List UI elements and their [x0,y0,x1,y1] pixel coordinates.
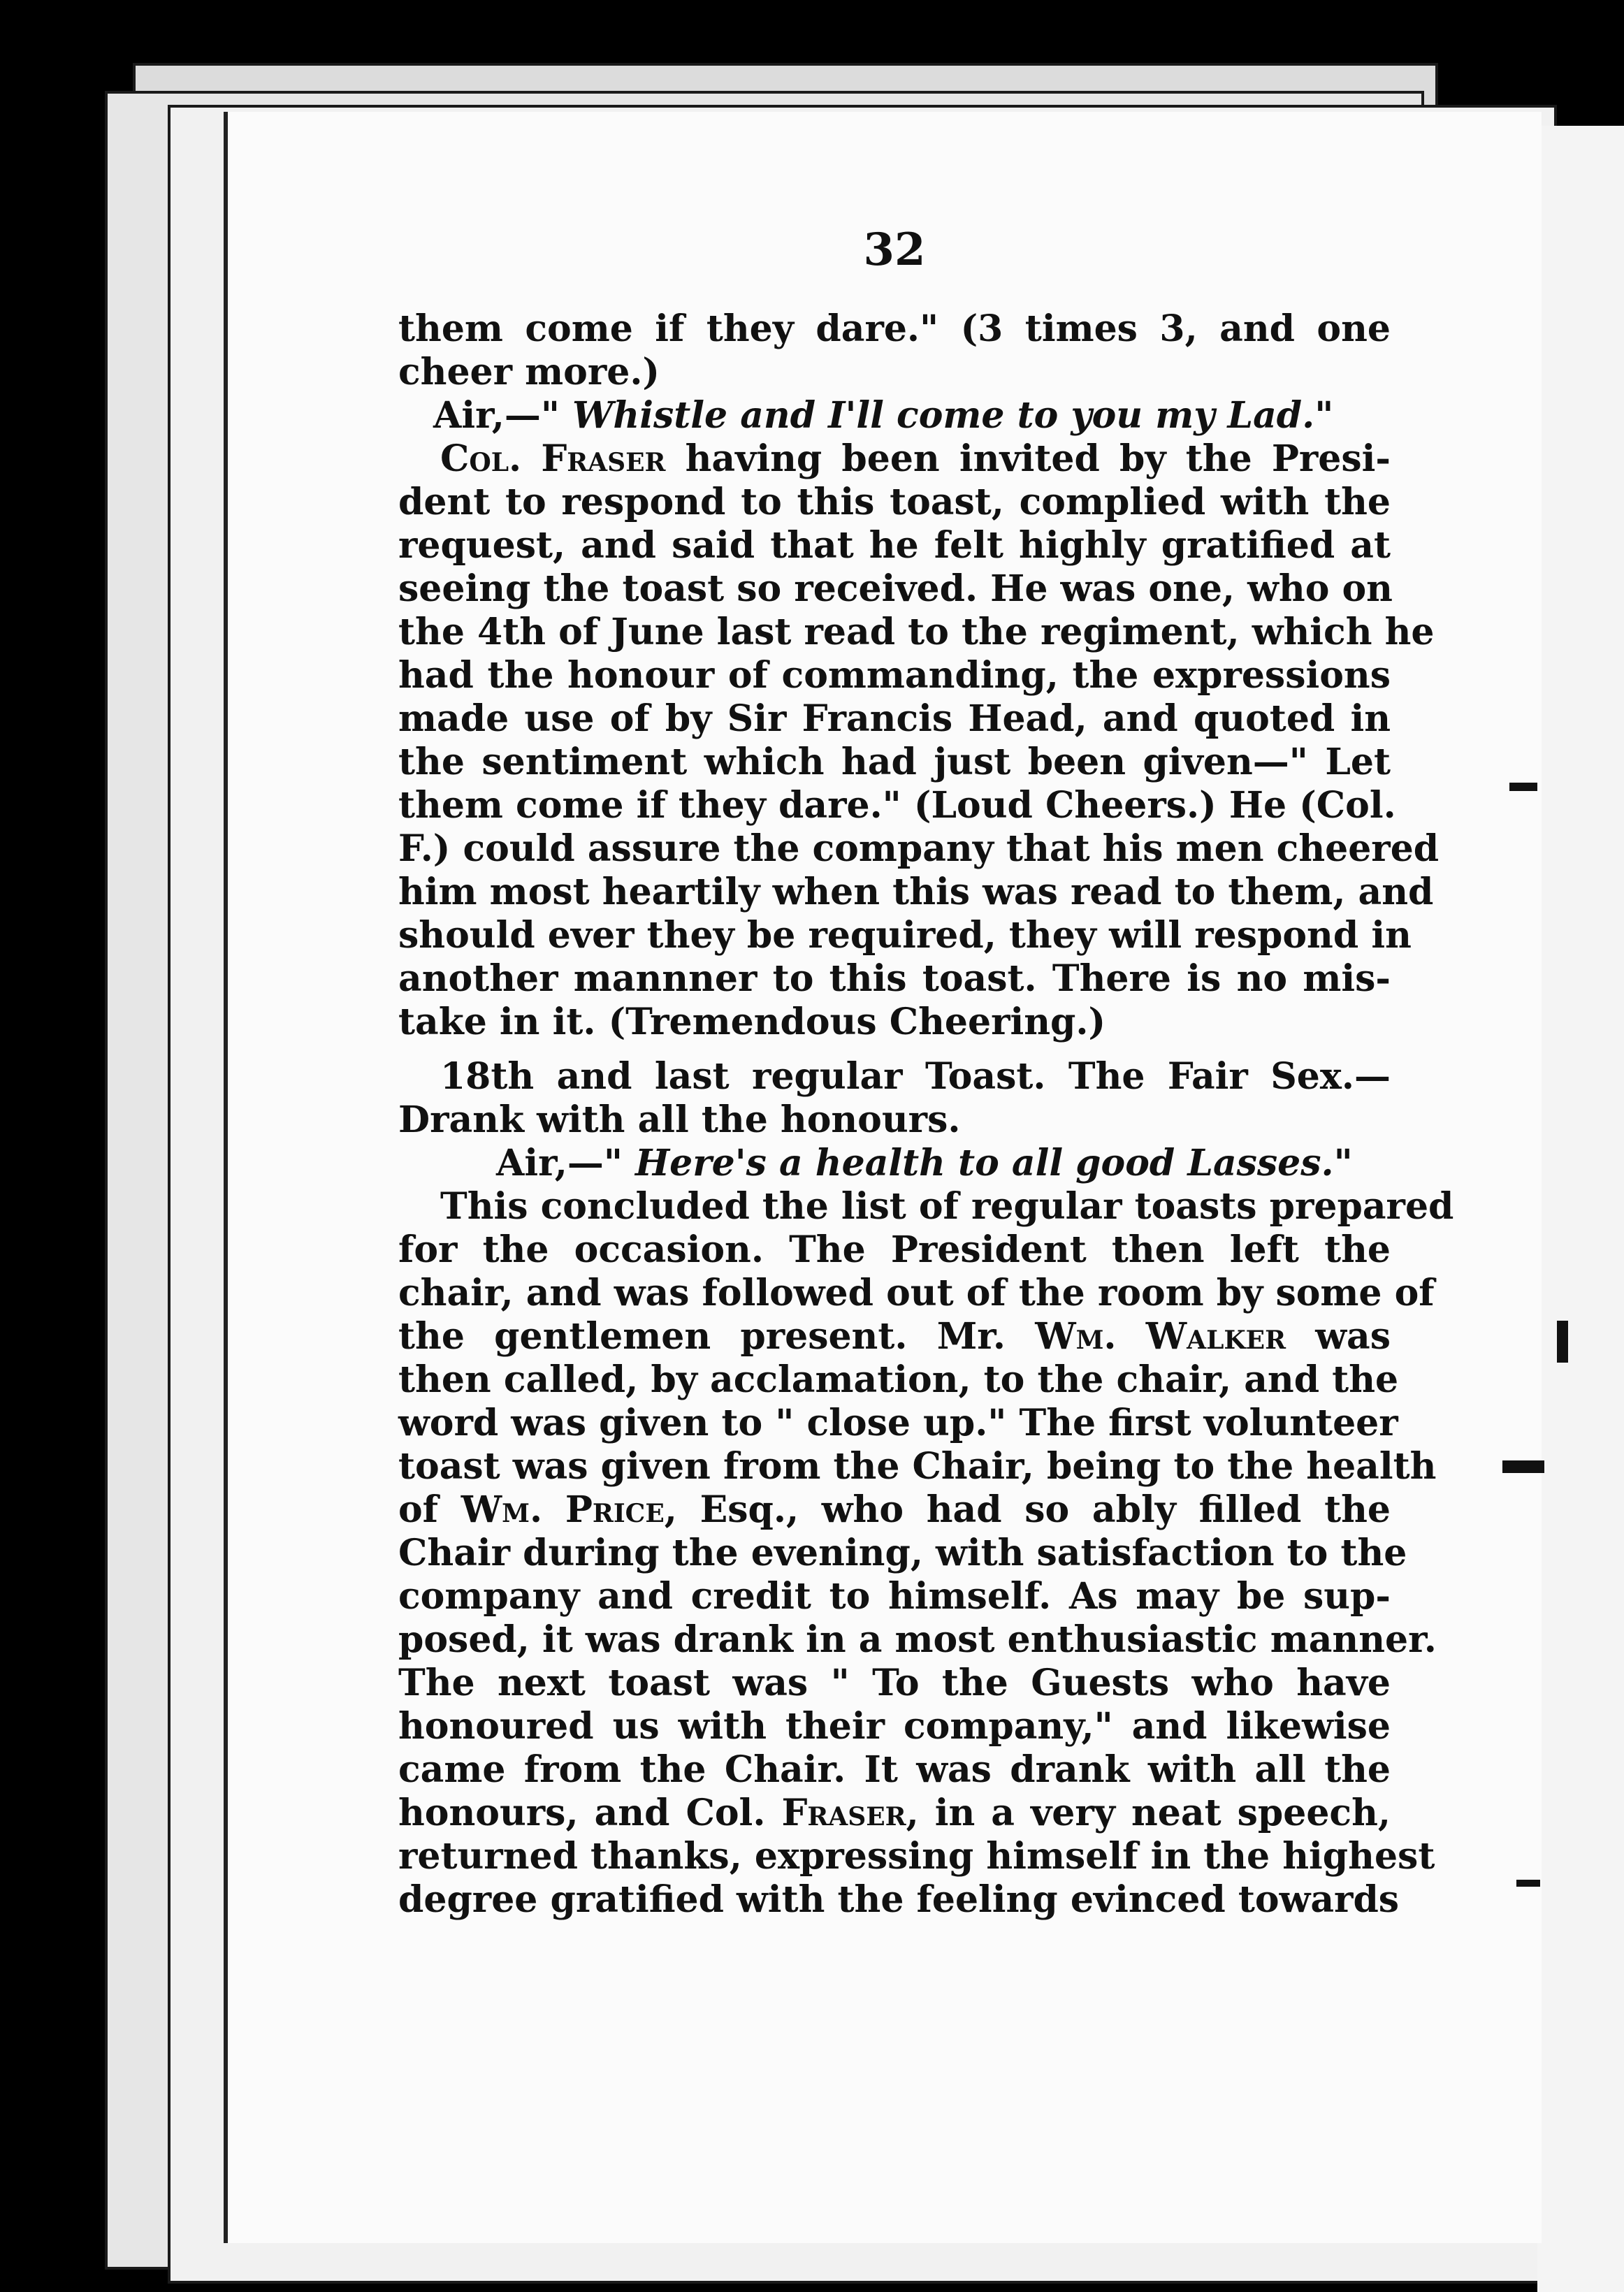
text-line: company and credit to himself. As may be sup- [398,1575,1391,1618]
text-line: word was given to " close up." The first volunteer [398,1402,1398,1444]
text-line: honoured us with their company," and likewise [398,1705,1391,1748]
text-line: dent to respond to this toast, complied with the [398,481,1391,523]
text-line: of Wm. Price, Esq., who had so ably filled the [398,1488,1391,1531]
page-number: 32 [863,224,926,276]
text-line: Chair during the evening, with satisfaction to the [398,1532,1407,1574]
binding-mark [1502,1460,1544,1473]
text-line: the sentiment which had just been given—" Let [398,741,1391,783]
text-line: request, and said that he felt highly gratified at [398,524,1391,567]
text-line: another mannner to this toast. There is no mis- [398,957,1391,1000]
text-line: take in it. (Tremendous Cheering.) [398,1001,1106,1043]
binding-mark [1509,783,1537,791]
air-line: Air,—" Whistle and I'll come to you my Lad." [433,394,1334,437]
air-line: Air,—" Here's a health to all good Lasses." [496,1142,1353,1184]
text-line: cheer more.) [398,351,660,393]
text-line: This concluded the list of regular toasts prepared [440,1185,1454,1228]
text-line: them come if they dare." (Loud Cheers.) He (Col. [398,784,1396,827]
text-line: seeing the toast so received. He was one, who on [398,567,1393,610]
text-line: came from the Chair. It was drank with all the [398,1748,1391,1791]
text-line: returned thanks, expressing himself in the highest [398,1835,1435,1878]
adjacent-page-leaf [1537,126,1624,2292]
text-line: chair, and was followed out of the room by some of [398,1272,1435,1314]
text-line: posed, it was drank in a most enthusiastic manner. [398,1618,1437,1661]
text-line: then called, by acclamation, to the chair, and the [398,1358,1399,1401]
text-line: honours, and Col. Fraser, in a very neat speech, [398,1792,1391,1834]
text-line: for the occasion. The President then left the [398,1228,1391,1271]
text-line: degree gratified with the feeling evinced towards [398,1878,1400,1921]
text-line: should ever they be required, they will respond in [398,914,1412,957]
text-line: had the honour of commanding, the expressions [398,654,1391,697]
text-line: Drank with all the honours. [398,1098,961,1141]
text-line: them come if they dare." (3 times 3, and one [398,307,1391,350]
binding-mark [1557,1321,1568,1363]
body-text [398,307,1454,1922]
text-line: F.) could assure the company that his men cheered [398,827,1440,870]
binding-mark [1516,1880,1540,1887]
text-line: toast was given from the Chair, being to the health [398,1445,1437,1488]
text-line: him most heartily when this was read to them, and [398,871,1434,913]
text-line: the gentlemen present. Mr. Wm. Walker was [398,1315,1391,1358]
text-line: made use of by Sir Francis Head, and quoted in [398,697,1391,740]
text-line: the 4th of June last read to the regiment, which he [398,611,1435,653]
text-line: Col. Fraser having been invited by the Presi- [440,437,1391,480]
text-line: 18th and last regular Toast. The Fair Sex.— [440,1055,1391,1098]
text-line: The next toast was " To the Guests who have [398,1662,1391,1704]
